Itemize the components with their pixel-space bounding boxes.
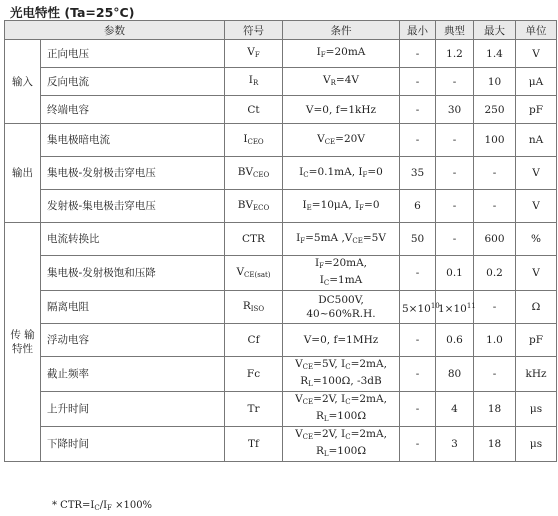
condition-cell: DC500V, 40~60%R.H. xyxy=(283,291,400,324)
footnote-subscript: F xyxy=(107,504,112,512)
min-cell: $5\times 10^{10}$ xyxy=(400,291,436,324)
unit-cell: nA xyxy=(516,124,557,157)
unit-cell: Ω xyxy=(516,291,557,324)
condition-subscript: F xyxy=(320,51,326,59)
param-cell: 发射极-集电极击穿电压 xyxy=(41,190,225,223)
typ-cell: - xyxy=(436,157,474,190)
typ-cell: 1.2 xyxy=(436,40,474,68)
symbol-cell: Ct xyxy=(225,96,283,124)
param-cell: 集电极-发射极饱和压降 xyxy=(41,256,225,291)
condition-cell: $I_C=0.1mA$, $I_F=0$ xyxy=(283,157,400,190)
unit-cell: μA xyxy=(516,68,557,96)
typ-superscript: 11 xyxy=(466,301,476,310)
table-row xyxy=(5,324,557,357)
symbol-cell: Cf xyxy=(225,324,283,357)
symbol-subscript: CE(sat) xyxy=(244,270,271,279)
condition-cell: $I_E=10\mu A$, $I_F=0$ xyxy=(283,190,400,223)
unit-cell: V xyxy=(516,157,557,190)
symbol-cell: $BV_{ECO}$ xyxy=(225,190,283,223)
condition-cell: V=0, f=1MHz xyxy=(283,324,400,357)
min-cell: - xyxy=(400,96,436,124)
param-cell: 上升时间 xyxy=(41,392,225,427)
condition-subscript: CE xyxy=(324,137,336,146)
condition-subscript: L xyxy=(323,415,329,423)
max-cell: 0.2 xyxy=(474,256,516,291)
table-row xyxy=(5,190,557,223)
unit-cell: pF xyxy=(516,96,557,124)
column-header-parameter: 参数 xyxy=(5,21,225,40)
min-cell: - xyxy=(400,324,436,357)
typ-cell: 0.1 xyxy=(436,256,474,291)
condition-cell: $V_R=4V$ xyxy=(283,68,400,96)
max-cell: 1.0 xyxy=(474,324,516,357)
max-cell: 18 xyxy=(474,427,516,462)
column-header-symbol: 符号 xyxy=(225,21,283,40)
condition-subscript: F xyxy=(362,170,368,179)
condition-cell: $I_F=20mA$, $I_C=1mA$ xyxy=(283,256,400,291)
unit-cell: μs xyxy=(516,392,557,427)
condition-subscript: C xyxy=(345,433,351,441)
param-cell: 集电极暗电流 xyxy=(41,124,225,157)
footnote: * $CTR=I_C/I_F \times 100\%$ xyxy=(52,500,153,512)
max-cell: 18 xyxy=(474,392,516,427)
param-cell: 集电极-发射极击穿电压 xyxy=(41,157,225,190)
group-label: 输出 xyxy=(5,124,41,223)
min-cell: 50 xyxy=(400,223,436,256)
condition-subscript: CE xyxy=(302,363,314,371)
typ-cell: 30 xyxy=(436,96,474,124)
min-cell: - xyxy=(400,256,436,291)
max-cell: - xyxy=(474,190,516,223)
column-header-min: 最小 xyxy=(400,21,436,40)
column-header-max: 最大 xyxy=(474,21,516,40)
symbol-cell: Tf xyxy=(225,427,283,462)
condition-cell: $V_{CE}=2V$, $I_C=2mA$, $R_L=100\Omega$ xyxy=(283,392,400,427)
table-row xyxy=(5,357,557,392)
min-cell: 35 xyxy=(400,157,436,190)
condition-subscript: CE xyxy=(302,433,314,441)
electro-optical-characteristics-table xyxy=(4,20,557,462)
table-row xyxy=(5,157,557,190)
min-cell: - xyxy=(400,427,436,462)
typ-cell: 3 xyxy=(436,427,474,462)
table-row xyxy=(5,124,557,157)
max-cell: 10 xyxy=(474,68,516,96)
symbol-subscript: ECO xyxy=(253,203,270,212)
symbol-cell: $V_F$ xyxy=(225,40,283,68)
param-cell: 隔离电阻 xyxy=(41,291,225,324)
symbol-subscript: CEO xyxy=(253,170,270,179)
condition-subscript: E xyxy=(306,203,312,212)
table-row xyxy=(5,392,557,427)
unit-cell: pF xyxy=(516,324,557,357)
symbol-subscript: ISO xyxy=(250,304,265,313)
condition-subscript: F xyxy=(319,262,324,270)
group-label: 传 输 特性 xyxy=(5,223,41,462)
table-row xyxy=(5,96,557,124)
symbol-cell: $R_{ISO}$ xyxy=(225,291,283,324)
condition-subscript: CE xyxy=(352,236,363,245)
symbol-cell: Tr xyxy=(225,392,283,427)
condition-cell: $V_{CE}=20V$ xyxy=(283,124,400,157)
condition-subscript: L xyxy=(323,450,329,458)
condition-subscript: C xyxy=(345,398,351,406)
param-cell: 正向电压 xyxy=(41,40,225,68)
symbol-cell: CTR xyxy=(225,223,283,256)
typ-cell: - xyxy=(436,190,474,223)
symbol-subscript: R xyxy=(252,79,259,87)
max-cell: 250 xyxy=(474,96,516,124)
max-cell: - xyxy=(474,291,516,324)
min-cell: 6 xyxy=(400,190,436,223)
param-cell: 浮动电容 xyxy=(41,324,225,357)
table-row xyxy=(5,427,557,462)
symbol-cell: $I_R$ xyxy=(225,68,283,96)
table-title: 光电特性 (Ta=25°C) xyxy=(10,5,135,20)
max-cell: - xyxy=(474,357,516,392)
table-row xyxy=(5,256,557,291)
condition-cell: $V_{CE}=5V$, $I_C=2mA$, $R_L=100\Omega$, -3dB xyxy=(283,357,400,392)
typ-cell: - xyxy=(436,68,474,96)
unit-cell: V xyxy=(516,256,557,291)
condition-subscript: R xyxy=(330,79,336,87)
condition-cell: $I_F=5mA$ $,V_{CE}=5V$ xyxy=(283,223,400,256)
param-cell: 截止频率 xyxy=(41,357,225,392)
symbol-cell: $V_{CE(sat)}$ xyxy=(225,256,283,291)
condition-cell: V=0, f=1kHz xyxy=(283,96,400,124)
condition-subscript: L xyxy=(308,380,313,388)
min-cell: - xyxy=(400,68,436,96)
param-cell: 下降时间 xyxy=(41,427,225,462)
min-superscript: 10 xyxy=(430,301,440,310)
param-cell: 电流转换比 xyxy=(41,223,225,256)
param-cell: 终端电容 xyxy=(41,96,225,124)
unit-cell: μs xyxy=(516,427,557,462)
table-row xyxy=(5,68,557,96)
min-cell: - xyxy=(400,40,436,68)
condition-subscript: F xyxy=(300,236,306,245)
symbol-cell: $I_{CEO}$ xyxy=(225,124,283,157)
column-header-condition: 条件 xyxy=(283,21,400,40)
unit-cell: V xyxy=(516,190,557,223)
typ-cell: - xyxy=(436,124,474,157)
condition-subscript: CE xyxy=(302,398,314,406)
table-row xyxy=(5,223,557,256)
condition-subscript: C xyxy=(345,363,351,371)
unit-cell: V xyxy=(516,40,557,68)
group-label: 输入 xyxy=(5,40,41,124)
max-cell: - xyxy=(474,157,516,190)
max-cell: 600 xyxy=(474,223,516,256)
column-header-unit: 单位 xyxy=(516,21,557,40)
header-row xyxy=(5,21,557,40)
min-cell: - xyxy=(400,357,436,392)
column-header-typ: 典型 xyxy=(436,21,474,40)
condition-cell: $I_F=20mA$ xyxy=(283,40,400,68)
symbol-subscript: F xyxy=(254,51,260,59)
unit-cell: % xyxy=(516,223,557,256)
param-cell: 反向电流 xyxy=(41,68,225,96)
min-cell: - xyxy=(400,124,436,157)
typ-cell: - xyxy=(436,223,474,256)
symbol-subscript: CEO xyxy=(247,137,264,146)
max-cell: 100 xyxy=(474,124,516,157)
footnote-subscript: C xyxy=(94,504,100,512)
typ-cell: $1\times 10^{11}$ xyxy=(436,291,474,324)
condition-subscript: C xyxy=(303,170,309,179)
table-row xyxy=(5,291,557,324)
condition-subscript: F xyxy=(359,203,365,212)
typ-cell: 0.6 xyxy=(436,324,474,357)
symbol-cell: Fc xyxy=(225,357,283,392)
min-cell: - xyxy=(400,392,436,427)
table-row xyxy=(5,40,557,68)
unit-cell: kHz xyxy=(516,357,557,392)
condition-cell: $V_{CE}=2V$, $I_C=2mA$, $R_L=100\Omega$ xyxy=(283,427,400,462)
symbol-cell: $BV_{CEO}$ xyxy=(225,157,283,190)
max-cell: 1.4 xyxy=(474,40,516,68)
condition-subscript: C xyxy=(323,279,330,287)
typ-cell: 4 xyxy=(436,392,474,427)
typ-cell: 80 xyxy=(436,357,474,392)
